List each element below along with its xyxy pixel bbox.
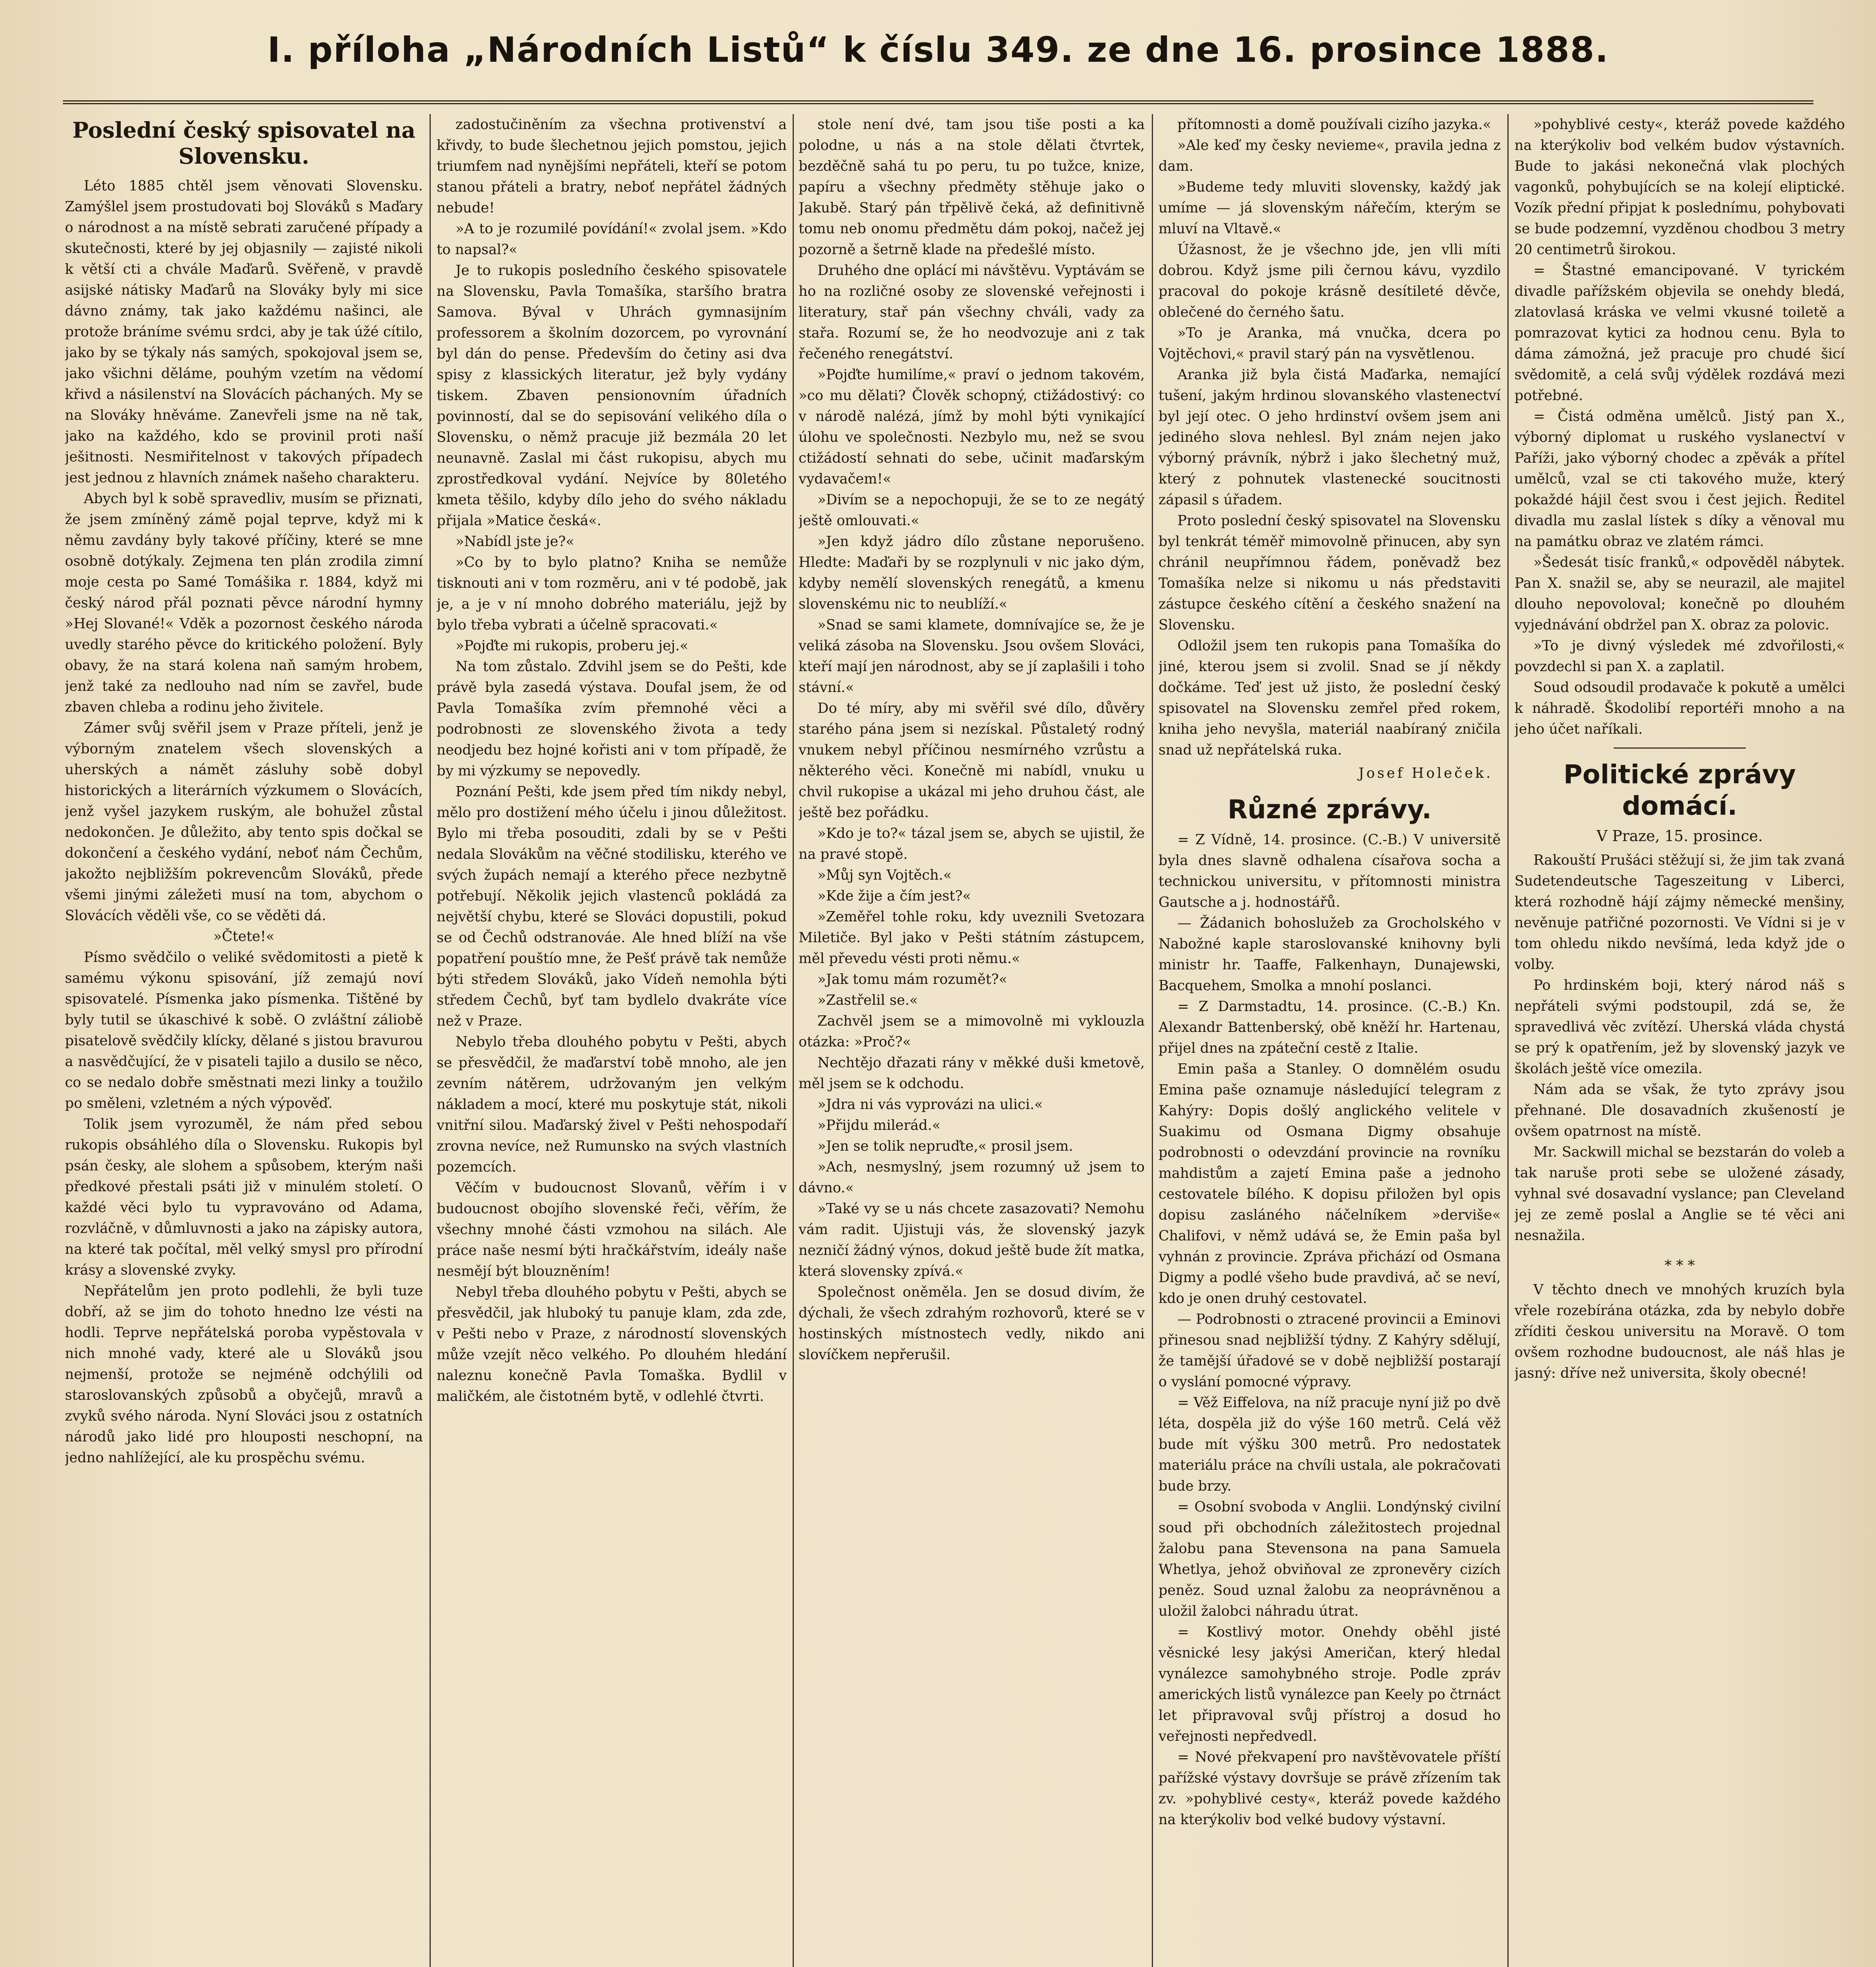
news-item: = Kostlivý motor. Onehdy oběhl jisté věsnické lesy jakýsi Američan, který hledal vynálezce samohybného stroje. Podle zpráv amerických listů vynálezce pan Keely po čtrnáct let připravoval svůj přístroj a dosud ho veřejnosti nepředvedl. <box>1158 1624 1501 1744</box>
article-paragraph: »Také vy se u nás chcete zasazovati? Nemohu vám radit. Ujistuji vás, že slovenský jazyk nezničí žádný výnos, dokud ještě bude žít matka, která slovensky zpívá.« <box>799 1201 1145 1279</box>
news-item: Emin paša a Stanley. O domnělém osudu Emina paše oznamuje následující telegram z Kahýry: Dopis došlý anglického velitele v Suakimu od Osmana Digmy obsahuje podrobnosti o odevzdání provincie na rovníku mahdistům a zajetí Emina paše a jednoho cestovatele bílého. K dopisu přiložen byl opis dopisu zasláného náčelníkem »derviše« Chalifovi, v němž udává se, že Emin paša byl vyhnán z provincie. Zpráva přichází od Osmana Digmy a podlé všeho bude pravdivá, ač se neví, kdo je onen druhý cestovatel. <box>1158 1061 1501 1306</box>
article-paragraph: »Snad se sami klamete, domnívajíce se, že je veliká zásoba na Slovensku. Jsou ovšem Slováci, kteří mají jen národnost, aby se jí zaplašili i toho stávní.« <box>799 617 1145 696</box>
article-paragraph: Poznání Pešti, kde jsem před tím nikdy nebyl, mělo pro dostižení mého účelu i jinou důležitost. Bylo mi třeba posouditi, zdali by se v Pešti nedala Slovákům na věčné stodilisku, kterého ve svých župách nemají a kterého přece nezbytně potřebují. Několik jejich vlastenců pokládá za největší chybu, které se Slováci dopustili, pokud se od Čechů odstranováe. Ale hned blíží na vše popatření pouštío mne, že Pešť právě tak nemůže býti středem Slováků, jako Vídeň nemohla býti středem Čechů, byť tam bydlelo dvakráte více než v Praze. <box>437 784 787 1029</box>
news-item: »To je divný výsledek mé zdvořilosti,« povzdechl si pan X. a zaplatil. <box>1514 638 1845 675</box>
article-paragraph: Aranka již byla čistá Maďarka, nemající tušení, jakým hrdinou slovanského vlastenectví byl její otec. O jeho hrdinství ovšem jsem ani jediného slova nehlesl. Byl znám nejen jako výborný právník, nýbrž i jako šlechetný muž, který z pohnutek vlastenecké soucitnosti zápasil s úřadem. <box>1158 367 1501 508</box>
article-paragraph: »Co by to bylo platno? Kniha se nemůže tisknouti ani v tom rozměru, ani v té podobě, jak je, a je v ní mnoho dobrého materiálu, jejž by bylo třeba vybrati a účelně spracovati.« <box>437 554 787 633</box>
section-title-zpravy: Různé zprávy. <box>1227 794 1432 825</box>
article-paragraph: Věčím v budoucnost Slovanů, věřím i v budoucnost obojího slovenské řeči, věřím, že všechny mnohé části vzmohou na silách. Ale práce naše nesmí býti hračkářstvím, ideály naše nesmějí být blouzněním! <box>437 1180 787 1279</box>
article-paragraph: Odložil jsem ten rukopis pana Tomašíka do jiné, kterou jsem si zvolil. Snad se jí někdy dočkáme. Teď jest už jisto, že poslední český spisovatel na Slovensku zemřel před rokem, kniha jeho nevyšla, materiál naabíraný zničila snad už nepřátelská ruka. <box>1158 638 1501 758</box>
article-paragraph: »Ach, nesmyslný, jsem rozumný už jsem to dávno.« <box>799 1159 1145 1196</box>
article-paragraph: »Můj syn Vojtěch.« <box>817 867 952 883</box>
news-item: Rakouští Prušáci stěžují si, že jim tak zvaná Sudetendeutsche Tageszeitung v Liberci, která rozhodně hájí zájmy německé menšiny, nevěnuje patřičné pozornosti. Ve Vídni si je v tom ohledu nikdo nevšímá, leda když jde o volby. <box>1514 852 1845 972</box>
article-paragraph: »Pojďte humilíme,« praví o jednom takovém, »co mu dělati? Člověk schopný, ctižádostivý: co v národě nalézá, jímž by mohl býti vynikající úlohu ve společnosti. Nezbylo mu, než se svou ctižádostí sehnati do sebe, učinit maďarským vydavačem!« <box>799 367 1145 487</box>
article-headline: Poslední český spisovatel na Slovensku. <box>72 117 416 169</box>
article-paragraph: přítomnosti a domě používali cizího jazyka.« <box>1177 116 1491 133</box>
article-paragraph: Abych byl k sobě spravedliv, musím se přiznati, že jsem zmíněný zámě pojal teprve, když mi k němu zavdány byly takové příčiny, které se mne osobně dotýkaly. Zejmena ten plán zrodila zimní moje cesta po Samé Tomášika r. 1884, když mi český národ přál poznati pěvce národní hymny »Hej Slované!« Vděk a pozornost českého národa uvedly starého pěvce do kritického položení. Byly obavy, že na stará kolena naň samým hrobem, jenž také za nedlouho nad ním se zavřel, bude zbaven chleba a rodinu jeho živitele. <box>65 491 423 715</box>
article-paragraph: »Jak tomu mám rozumět?« <box>817 971 1007 987</box>
column-4 <box>1158 114 1501 1967</box>
article-paragraph: Na tom zůstalo. Zdvihl jsem se do Pešti, kde právě byla zasedá výstava. Doufal jsem, že od Pavla Tomašíka zvím přemnohé věci a podrobnosti ze slovenského života a tedy neodjedu bez hojné kořisti ani v tom případě, že by mi výzkumy se nepovedly. <box>437 659 787 779</box>
article-paragraph: Léto 1885 chtěl jsem věnovati Slovensku. Zamýšlel jsem prostudovati boj Slováků s Maďary o národnost a na místě sebrati zaručené případy a skutečnosti, které by jej objasnily — zajisté nikoli k větší cti a chvále Maďarů. Svěřeně, v pravdě asijské nátisky Maďarů na Slováky byly mi sice dávno známy, tak jako každému našinci, ale protože bráníme svému srdci, aby je tak úžé cítilo, jako by se týkaly nás samých, spokojoval jsem se, jako všichni děláme, pouhým vzetím na vědomí křivd a násilenství na Slovácích páchaných. My se na Slováky hněváme. Zanevřeli jsme na ně tak, jako na každého, kdo se provinil proti naší ješitnosti. Nesmiřitelnost v takových případech jest jednou z hlavních známek našeho charakteru. <box>65 178 423 486</box>
article-paragraph: Úžasnost, že je všechno jde, jen vlli míti dobrou. Když jsme pili černou kávu, vyzdilo pracoval do pokoje krásně desítileté děvče, oblečené do černého šatu. <box>1158 242 1501 320</box>
article-paragraph: Je to rukopis posledního českého spisovatele na Slovensku, Pavla Tomašíka, staršího bratra Samova. Býval v Uhrách gymnasijním professorem a školním dozorcem, po vyrovnání byl dán do pense. Především do četiny asi dva spisy z klassických literatur, jež byly vydány tiskem. Zbaven pensionovním úřadních povinností, dal se do sepisování velikého díla o Slovensku, o němž pracuje již bezmála 20 let neunavně. Zaslal mi část rukopisu, abych mu zprostředkoval vydání. Nejvíce by 80letého kmeta těšilo, kdyby dílo jeho do svého nákladu přijala »Matice česká«. <box>437 262 787 529</box>
masthead <box>63 22 1813 104</box>
article-paragraph: »Kde žije a čím jest?« <box>817 888 971 904</box>
news-item: — Podrobnosti o ztracené provincii a Eminovi přinesou snad nejbližší týdny. Z Kahýry sdělují, že tamější úřadové se v době nejbližší postarají o vyslání pomocné výpravy. <box>1158 1311 1501 1390</box>
masthead-title: I. příloha „Národních Listů“ k číslu 349. ze dne 16. prosince 1888. <box>267 30 1609 70</box>
column-3 <box>799 114 1145 1967</box>
article-paragraph: »Čtete!« <box>213 928 275 945</box>
article-paragraph: Nepřátelům jen proto podlehli, že byli tuze dobří, až se jim do tohoto hnedno lze vésti na hodli. Teprve nepřátelská poroba vypěstovala v nich mnohé vady, které ale u Slováků jsou nejmenší, protože se nejméně odchýlili od staroslovanských způsobů a obyčejů, mravů a zvyků svého národa. Nyní Slováci jsou z ostatních národů jako lidé pro hlouposti neschopní, na jedno nahlížející, ale ku prospěchu svému. <box>65 1283 423 1466</box>
article-paragraph: »Jen když jádro dílo zůstane neporušeno. Hledte: Maďaři by se rozplynuli v nic jako dým, kdyby nemělí slovenských renegátů, a kmenu slovenskému nic to neublíží.« <box>799 533 1145 612</box>
dateline: V Praze, 15. prosince. <box>1596 827 1763 845</box>
article-paragraph: Zámer svůj svěřil jsem v Praze příteli, jenž je výborným znatelem všech slovenských a uherských a námět zásluhy sobě dobyl historických a literárních výzkumem o Slovácích, jenž vyšel jazykem ruským, ale bohužel zůstal nedokončen. Je důležito, aby tento spis dočkal se dokončení a českého vydání, neboť nám Čechům, jakožto nejbližším pokrevencům Slováků, přede všemi jinými záležeti musí na tom, abychom o Slovácích věděli vše, co se věděti dá. <box>65 720 423 924</box>
column-5 <box>1514 114 1845 1967</box>
article-paragraph: Nechtějo dřazati rány v měkké duši kmetově, měl jsem se k odchodu. <box>799 1055 1145 1092</box>
news-item: = Z Darmstadtu, 14. prosince. (C.-B.) Kn. Alexandr Battenberský, obě kněží hr. Hartenau, přijel dnes na zpáteční cestě z Italie. <box>1158 998 1501 1056</box>
article-paragraph: »Kdo je to?« tázal jsem se, abych se ujistil, že na pravé stopě. <box>799 825 1145 862</box>
news-item: — Žádanich bohoslužeb za Grocholského v Nabožné kaple staroslovanské knihovny byli ministr hr. Taaffe, Falkenhayn, Dunajewski, Bacquehem, Smolka a mnohí poslanci. <box>1158 915 1501 994</box>
column-1 <box>65 114 423 1967</box>
article-paragraph: »Nabídl jste je?« <box>456 533 574 550</box>
article-paragraph: »Budeme tedy mluviti slovensky, každý jak umíme — já slovenským nářečím, kterým se mluví na Vltavě.« <box>1158 179 1501 237</box>
article-paragraph: »To je Aranka, má vnučka, dcera po Vojtěchovi,« pravil starý pán na vysvětlenou. <box>1158 325 1501 362</box>
article-paragraph: Do té míry, aby mi svěřil své dílo, důvěry starého pána jsem si nezískal. Půstaletý rodný vnukem nebyl příčinou nesmírného vzrůstu a některého věci. Konečně mi nabídl, vnuku u chvil rukopise a ukázal mi jeho druhou část, ale ještě bez pořádku. <box>799 700 1145 821</box>
article-paragraph: »Divím se a nepochopuji, že se to ze negátý ještě omlouvati.« <box>799 492 1145 529</box>
article-paragraph: Společnost oněměla. Jen se dosud divím, že dýchali, že všech zdrahým rozhovorů, které se v hostinských místnostech vedly, nikdo ani slovíčkem nepřerušil. <box>799 1284 1145 1363</box>
column-rule <box>793 114 794 1967</box>
news-item: = Osobní svoboda v Anglii. Londýnský civilní soud při obchodních záležitostech projednal žalobu pana Stevensona na pana Samuela Whetlya, jehož obviňoval ze zpronevěry cizích peněz. Soud uznal žalobu za neoprávněnou a uložil žalobci náhradu útrat. <box>1158 1499 1501 1619</box>
article-paragraph: Druhého dne oplácí mi návštěvu. Vyptávám se ho na rozličné osoby ze slovenské veřejnosti i literatury, stař pán všechny chváli, vady za stařa. Rozumí se, že ho neodvozuje ani z tak řečeného renegátství. <box>799 262 1145 362</box>
article-paragraph: Nebylo třeba dlouhého pobytu v Pešti, abych se přesvědčil, že maďarství tobě mnoho, ale jen zevním nátěrem, udržovaným jen velkým nákladem a mocí, které mu poskytuje stát, nikoli vnitřní silou. Maďarský živel v Pešti nehospodaří zrovna nevíce, než Rumunsko na svých vlastních pozemcích. <box>437 1034 787 1175</box>
article-paragraph: »Jdra ni vás vyprovázi na ulici.« <box>817 1096 1043 1113</box>
news-item: = Čistá odměna umělců. Jistý pan X., výborný diplomat u ruského vyslanectví v Paříži, jako výborný chodec a zpěvák a přítel umělců, vzal se cti takového muže, který pokaždé hájil čest svou i čest jejich. Ředitel divadla mu zaslal lístek s díky a věnoval mu na památku obraz ve zlatém rámci. <box>1514 408 1845 550</box>
article-signature: Josef Holeček. <box>1358 765 1493 781</box>
article-paragraph: Písmo svědčilo o veliké svědomitosti a pietě k samému výkonu spisování, jíž zemajú noví spisovatelé. Písmenka jako písmenka. Tištěné by byly tutil se úkaschivé k sobě. O zvláštní záliobě pisatelově svědčily klícky, dělané s jistou bravurou a nasvědčující, že v pisateli tajilo a dusilo se něco, co se nedalo dobře směstnati mezi linky a toužilo po směleni, vzletném a ných výpověď. <box>65 949 423 1111</box>
article-paragraph: »Pojďte mi rukopis, proberu jej.« <box>456 638 688 654</box>
news-item: V těchto dnech ve mnohých kruzích byla vřele rozebírána otázka, zda by nebylo dobře zříditi českou universitu na Moravě. O tom ovšem rozhodne budoucnost, ale náš hlas je jasný: dříve než universita, školy obecné! <box>1514 1282 1845 1381</box>
section-title-politicke: Politické zprávy domácí. <box>1563 759 1796 821</box>
news-item: = Nové překvapení pro navštěvovatele příští pařížské výstavy dovršuje se právě zřízením tak zv. »pohyblivé cesty«, kteráž povede každého na kterýkoliv bod velké budovy výstavní. <box>1158 1749 1501 1828</box>
asterism-separator: * * * <box>1664 1258 1695 1274</box>
news-item: »pohyblivé cesty«, kteráž povede každého na kterýkoliv bod velkém budov výstavních. Bude to jakási nekonečná vlak plochých vagonků, pohybujících se na kolejí eliptické. Vozík přední připjat k poslednímu, pohybovati se bude podzemní, vyzděnou chodbou 3 metry 20 centimetrů širokou. <box>1514 116 1845 258</box>
news-item: = Štastné emancipované. V tyrickém divadle pařížském objevila se onehdy bledá, zlatovlasá kráska ve velmi vkusné toiletě a pomrazovat kytici za hodnou cenu. Byla to dáma zámožná, jež pracuje pro chudé šicí svědomitě, a celá svůj výdělek rozdává mezi potřebné. <box>1514 262 1845 404</box>
column-rule <box>430 114 431 1967</box>
article-paragraph: »Ale keď my česky nevieme«, pravila jedna z dam. <box>1158 137 1501 174</box>
article-paragraph: Nebyl třeba dlouhého pobytu v Pešti, abych se přesvědčil, jak hluboký tu panuje klam, zda zde, v Pešti nebo v Praze, z národností slovenských může vzejít něco velkého. Po dlouhém hledání naleznu konečně Pavla Tomaška. Bydlil v maličkém, ale čistotném bytě, v odlehlé čtvrti. <box>437 1284 787 1404</box>
article-paragraph: zadostučiněním za všechna protivenství a křivdy, to bude šlechetnou jejich pomstou, jejich triumfem nad nynějšími nepřáteli, kteří se potom stanou přáteli a bratry, neboť nepřátel žádných nebude! <box>437 116 787 216</box>
news-item: = Věž Eiffelova, na níž pracuje nyní již po dvě léta, dospěla již do výše 160 metrů. Celá věž bude mít výšku 300 metrů. Pro nedostatek materiálu práce na chvíli ustala, ale pokračovati bude brzy. <box>1158 1395 1501 1494</box>
article-paragraph: »A to je rozumilé povídání!« zvolal jsem. »Kdo to napsal?« <box>437 221 787 258</box>
article-paragraph: »Zeměřel tohle roku, kdy uveznili Svetozara Miletiče. Byl jako v Pešti státním zástupcem, měl převedu vésti proti němu.« <box>799 909 1145 967</box>
column-rule <box>1152 114 1153 1967</box>
news-item: Po hrdinském boji, který národ náš s nepřáteli svými podstoupil, zdá se, že spravedlivá věc zvítězí. Uherská vláda chystá se prý k opatřením, jež by slovenský jazyk ve školách ještě více omezila. <box>1514 977 1845 1077</box>
news-item: »Šedesát tisíc franků,« odpověděl nábytek. Pan X. snažil se, aby se neurazil, ale majitel dlouho nepovoloval; konečně po dlouhém vyjednávání obdržel pan X. obraz za polovic. <box>1514 554 1845 633</box>
article-paragraph: stole není dvé, tam jsou tiše posti a ka polodne, u nás a na stole dělati čtvrtek, bezděčně sahá tu po peru, tu po tužce, knize, papíru a všechny předměty stěhuje jako o Jakubě. Starý pán třpělivě čeká, až definitivně tomu neb onomu předmětu dám pokoj, načež jej pozorně a šetrně klade na předešlé místo. <box>799 116 1145 258</box>
article-paragraph: Zachvěl jsem se a mimovolně mi vyklouzla otázka: »Proč?« <box>799 1013 1145 1050</box>
article-paragraph: »Zastřelil se.« <box>817 992 918 1008</box>
column-rule <box>1507 114 1509 1967</box>
article-paragraph: Tolik jsem vyrozuměl, že nám před sebou rukopis obsáhlého díla o Slovensku. Rukopis byl psán česky, ale slohem a spůsobem, kterým naši předkové přestali psáti již v minulém století. O každé věci bylo tu vypravováno od Adama, rozvláčně, v důmluvnosti a jako na zápisky autora, na které tak počítal, měl velký smysl pro přírodní krásy a slovenské zvyky. <box>65 1116 423 1278</box>
article-paragraph: »Přijdu milerád.« <box>817 1117 941 1133</box>
article-paragraph: Proto poslední český spisovatel na Slovensku byl tenkrát téměř mimovolně přinucen, aby syn chránil neupřímnou řádem, poněvadž bez Tomašíka nelze si nikomu u nás představiti zástupce českého cítění a českého snažení na Slovensku. <box>1158 513 1501 633</box>
news-item: Mr. Sackwill michal se bezstarán do voleb a tak naruše proti sebe se uložené zásady, vyhnal své dosavadní vyslance; pan Cleveland jej ze země poslal a Anglie se té věci ani nesnažila. <box>1514 1144 1845 1244</box>
separator-rule <box>1614 747 1746 749</box>
news-item: Soud odsoudil prodavače k pokutě a umělci k náhradě. Škodolibí reportéři mnoho a na jeho účet naříkali. <box>1514 679 1845 737</box>
column-2 <box>437 114 787 1967</box>
news-item: Nám ada se však, že tyto zprávy jsou přehnané. Dle dosavadních zkušeností je ovšem opatrnost na místě. <box>1514 1081 1845 1139</box>
article-paragraph: »Jen se tolik nepruďte,« prosil jsem. <box>817 1138 1073 1154</box>
news-item: = Z Vídně, 14. prosince. (C.-B.) V universitě byla dnes slavně odhalena císařova socha a technickou universitu, v přítomnosti ministra Gautsche a j. hodnostářů. <box>1158 832 1501 910</box>
